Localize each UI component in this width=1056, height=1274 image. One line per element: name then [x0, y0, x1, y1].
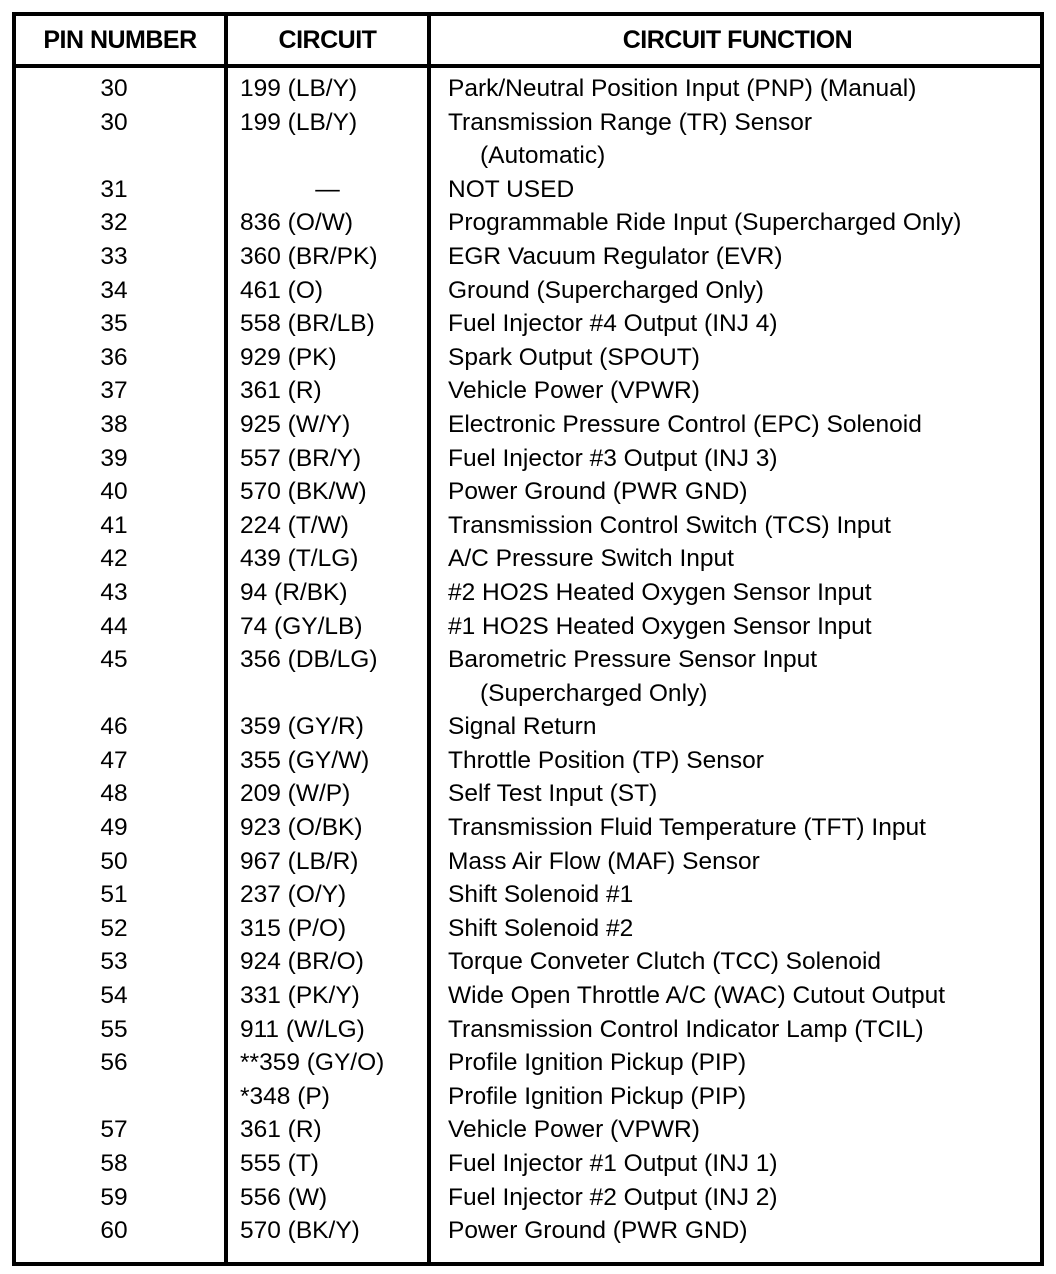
- circuit-cell: 461 (O): [240, 276, 324, 304]
- circuit-cell: 570 (BK/Y): [240, 1217, 360, 1245]
- circuit-function-cell: [448, 408, 922, 442]
- pin-number-cell: 60: [100, 1217, 128, 1245]
- circuit-function-cell: [448, 240, 783, 274]
- pin-number-cell: 31: [100, 175, 128, 203]
- pin-number-cell: 57: [100, 1116, 128, 1144]
- circuit-function-line: Profile Ignition Pickup (PIP): [448, 1082, 747, 1110]
- circuit-function-line: Transmission Control Indicator Lamp (TCIL): [448, 1015, 924, 1043]
- circuit-function-cell: [448, 777, 657, 811]
- circuit-function-line: Power Ground (PWR GND): [448, 478, 748, 506]
- pin-number-cell: 36: [100, 343, 128, 371]
- circuit-function-line: Mass Air Flow (MAF) Sensor: [448, 847, 760, 875]
- pin-number-cell: 38: [100, 410, 128, 438]
- table-row: [16, 173, 1040, 207]
- circuit-function-line: Electronic Pressure Control (EPC) Solenoid: [448, 410, 922, 438]
- circuit-function-line: EGR Vacuum Regulator (EVR): [448, 242, 783, 270]
- circuit-cell: 361 (R): [240, 377, 322, 405]
- circuit-function-line: Fuel Injector #1 Output (INJ 1): [448, 1150, 778, 1177]
- circuit-function-cell: [448, 72, 916, 106]
- circuit-cell: 199 (LB/Y): [240, 75, 358, 102]
- table-row: [16, 1080, 1040, 1114]
- table-row: [16, 811, 1040, 845]
- table-row: [16, 845, 1040, 879]
- circuit-function-line: Vehicle Power (VPWR): [448, 1116, 700, 1144]
- table-row: [16, 744, 1040, 778]
- header-circuit: CIRCUIT: [278, 26, 377, 54]
- circuit-function-line: Signal Return: [448, 713, 597, 741]
- circuit-cell: 836 (O/W): [240, 209, 353, 237]
- pin-number-cell: 47: [100, 746, 128, 774]
- circuit-function-cell: [448, 710, 596, 744]
- table-row: [16, 576, 1040, 610]
- circuit-cell: 555 (T): [240, 1150, 319, 1177]
- circuit-function-cell: [448, 206, 961, 240]
- pin-number-cell: 32: [100, 209, 128, 237]
- circuit-function-line: Fuel Injector #3 Output (INJ 3): [448, 444, 778, 472]
- circuit-cell: 361 (R): [240, 1116, 322, 1144]
- pin-table: [12, 12, 1044, 1266]
- pin-number-cell: 39: [100, 444, 128, 472]
- circuit-function-line: Profile Ignition Pickup (PIP): [448, 1049, 747, 1077]
- circuit-function-line: Transmission Range (TR) Sensor: [448, 108, 812, 136]
- circuit-function-cell: [448, 979, 945, 1013]
- table-row: [16, 307, 1040, 341]
- pin-number-cell: 37: [100, 377, 128, 405]
- circuit-cell: 556 (W): [240, 1183, 328, 1211]
- circuit-function-cell: [448, 1181, 778, 1215]
- table-row: [16, 1046, 1040, 1080]
- table-row: [16, 643, 1040, 710]
- circuit-function-cell: [448, 1147, 778, 1181]
- circuit-function-cell: [448, 643, 817, 710]
- pin-number-cell: 45: [100, 646, 128, 674]
- pin-number-cell: 30: [100, 75, 128, 102]
- table-row: [16, 1013, 1040, 1047]
- pin-number-cell: 33: [100, 242, 128, 270]
- pin-number-cell: 44: [100, 612, 128, 640]
- circuit-cell: 74 (GY/LB): [240, 612, 363, 640]
- pin-number-cell: 40: [100, 478, 128, 506]
- header-divider: [16, 64, 1040, 68]
- circuit-cell: 923 (O/BK): [240, 814, 363, 842]
- circuit-function-line: Shift Solenoid #1: [448, 881, 634, 909]
- circuit-function-cell: [448, 1013, 924, 1047]
- pin-number-cell: 51: [100, 881, 128, 909]
- circuit-cell: 237 (O/Y): [240, 881, 347, 909]
- circuit-function-line: Power Ground (PWR GND): [448, 1217, 748, 1245]
- circuit-cell: 315 (P/O): [240, 914, 347, 942]
- circuit-function-line: Transmission Fluid Temperature (TFT) Input: [448, 814, 926, 842]
- circuit-function-cell: [448, 442, 778, 476]
- table-row: [16, 710, 1040, 744]
- pin-number-cell: 34: [100, 276, 128, 304]
- circuit-function-cell: [448, 610, 872, 644]
- pin-number-cell: 55: [100, 1015, 128, 1043]
- circuit-cell: 967 (LB/R): [240, 847, 359, 875]
- circuit-cell: —: [315, 175, 340, 203]
- circuit-function-cell: [448, 509, 891, 543]
- circuit-cell: 224 (T/W): [240, 511, 349, 539]
- circuit-cell: 355 (GY/W): [240, 746, 370, 774]
- circuit-function-cell: [448, 1214, 748, 1248]
- circuit-function-cell: [448, 1046, 746, 1080]
- table-row: [16, 240, 1040, 274]
- table-row: [16, 341, 1040, 375]
- table-row: [16, 777, 1040, 811]
- circuit-function-cell: [448, 1113, 700, 1147]
- circuit-function-line: Transmission Control Switch (TCS) Input: [448, 511, 891, 539]
- table-row: [16, 274, 1040, 308]
- pin-number-cell: 48: [100, 780, 128, 808]
- circuit-function-line: Ground (Supercharged Only): [448, 276, 764, 304]
- circuit-function-cell: [448, 576, 872, 610]
- circuit-function-line: Self Test Input (ST): [448, 780, 658, 808]
- circuit-function-line: Park/Neutral Position Input (PNP) (Manual): [448, 75, 917, 102]
- circuit-cell: 558 (BR/LB): [240, 310, 375, 338]
- circuit-function-line: NOT USED: [448, 175, 575, 203]
- pin-number-cell: 50: [100, 847, 128, 875]
- circuit-function-cell: [448, 945, 881, 979]
- table-row: [16, 442, 1040, 476]
- circuit-function-line: (Automatic): [480, 142, 606, 170]
- table-row: [16, 509, 1040, 543]
- circuit-cell: 929 (PK): [240, 343, 337, 371]
- circuit-function-line: Fuel Injector #4 Output (INJ 4): [448, 310, 778, 338]
- circuit-cell: 439 (T/LG): [240, 545, 359, 573]
- circuit-function-cell: [448, 307, 778, 341]
- table-body: [16, 72, 1040, 1248]
- table-row: [16, 945, 1040, 979]
- circuit-function-cell: [448, 542, 734, 576]
- table-row: [16, 912, 1040, 946]
- pin-number-cell: 35: [100, 310, 128, 338]
- circuit-function-line: Torque Conveter Clutch (TCC) Solenoid: [448, 948, 882, 976]
- circuit-function-line: #2 HO2S Heated Oxygen Sensor Input: [448, 578, 872, 606]
- circuit-cell: 570 (BK/W): [240, 478, 367, 506]
- circuit-cell: 925 (W/Y): [240, 410, 351, 438]
- circuit-function-line: #1 HO2S Heated Oxygen Sensor Input: [448, 612, 872, 640]
- circuit-cell: 331 (PK/Y): [240, 982, 360, 1010]
- circuit-function-cell: [448, 106, 812, 173]
- circuit-function-cell: [448, 811, 926, 845]
- pin-number-cell: 46: [100, 713, 128, 741]
- pin-number-cell: 52: [100, 914, 128, 942]
- table-row: [16, 475, 1040, 509]
- pin-number-cell: 59: [100, 1183, 128, 1211]
- circuit-cell: 911 (W/LG): [240, 1015, 365, 1043]
- circuit-function-cell: [448, 744, 764, 778]
- table-row: [16, 1214, 1040, 1248]
- header-pin-number: PIN NUMBER: [43, 26, 197, 54]
- circuit-function-line: Wide Open Throttle A/C (WAC) Cutout Output: [448, 982, 945, 1010]
- circuit-function-cell: [448, 274, 764, 308]
- circuit-function-cell: [448, 912, 633, 946]
- table-row: [16, 542, 1040, 576]
- pin-number-cell: 56: [100, 1049, 128, 1077]
- circuit-cell: 356 (DB/LG): [240, 646, 378, 674]
- circuit-cell: 199 (LB/Y): [240, 108, 358, 136]
- table-row: [16, 1113, 1040, 1147]
- circuit-function-line: Spark Output (SPOUT): [448, 343, 700, 371]
- table-row: [16, 374, 1040, 408]
- table-row: [16, 610, 1040, 644]
- circuit-function-cell: [448, 173, 574, 207]
- circuit-function-line: A/C Pressure Switch Input: [448, 545, 734, 573]
- header-circuit-function: CIRCUIT FUNCTION: [622, 26, 853, 54]
- pin-number-cell: 49: [100, 814, 128, 842]
- circuit-function-line: Throttle Position (TP) Sensor: [448, 746, 764, 774]
- table-row: [16, 979, 1040, 1013]
- pin-number-cell: 41: [100, 511, 128, 539]
- table-row: [16, 106, 1040, 173]
- circuit-function-cell: [448, 1080, 746, 1114]
- table-row: [16, 408, 1040, 442]
- circuit-function-cell: [448, 845, 760, 879]
- circuit-function-line: Fuel Injector #2 Output (INJ 2): [448, 1183, 778, 1211]
- pin-number-cell: 43: [100, 578, 128, 606]
- table-row: [16, 878, 1040, 912]
- pin-number-cell: 30: [100, 108, 128, 136]
- circuit-cell: 557 (BR/Y): [240, 444, 362, 472]
- circuit-function-line: Barometric Pressure Sensor Input: [448, 646, 818, 674]
- circuit-function-line: Programmable Ride Input (Supercharged Only): [448, 209, 962, 237]
- circuit-function-cell: [448, 475, 748, 509]
- circuit-cell: **359 (GY/O): [240, 1049, 385, 1077]
- circuit-cell: 360 (BR/PK): [240, 242, 378, 270]
- circuit-cell: 209 (W/P): [240, 780, 351, 808]
- table-row: [16, 72, 1040, 106]
- pin-number-cell: 42: [100, 545, 128, 573]
- circuit-cell: 94 (R/BK): [240, 578, 348, 606]
- circuit-function-line: Shift Solenoid #2: [448, 914, 634, 942]
- pin-number-cell: 53: [100, 948, 128, 976]
- table-row: [16, 206, 1040, 240]
- table-row: [16, 1181, 1040, 1215]
- circuit-cell: 924 (BR/O): [240, 948, 364, 976]
- circuit-function-cell: [448, 341, 700, 375]
- table-row: [16, 1147, 1040, 1181]
- circuit-function-cell: [448, 374, 700, 408]
- circuit-cell: *348 (P): [240, 1082, 330, 1110]
- circuit-function-cell: [448, 878, 633, 912]
- circuit-function-line: Vehicle Power (VPWR): [448, 377, 700, 405]
- circuit-cell: 359 (GY/R): [240, 713, 364, 741]
- pin-number-cell: 58: [100, 1150, 128, 1177]
- circuit-function-line: (Supercharged Only): [480, 679, 708, 707]
- pin-number-cell: 54: [100, 982, 128, 1010]
